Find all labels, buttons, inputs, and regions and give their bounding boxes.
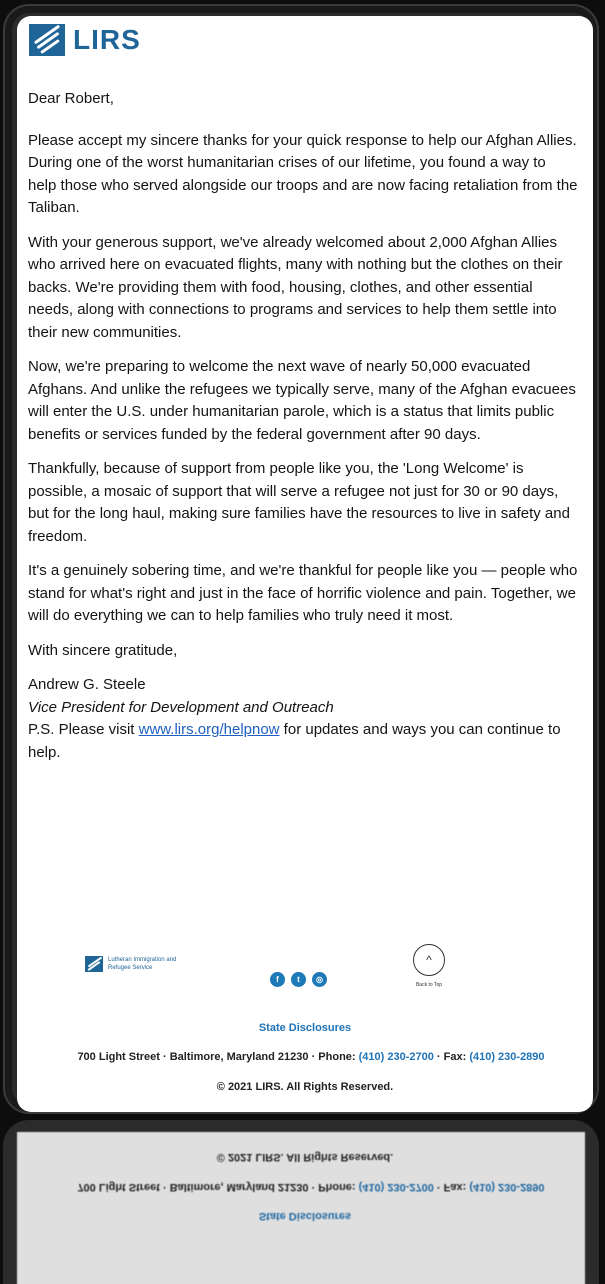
reflected-copyright: © 2021 LIRS. All Rights Reserved.: [216, 1151, 394, 1163]
back-to-top-label: Back to Top: [415, 982, 443, 988]
footer-org-name: Lutheran Immigration and Refugee Service: [108, 957, 177, 971]
fax-number: (410) 230-2890: [469, 1051, 545, 1063]
greeting: Dear Robert,: [28, 90, 114, 107]
lirs-logo-icon: [29, 24, 65, 56]
header-logo[interactable]: [29, 24, 141, 56]
signer-title: Vice President for Development and Outreach: [28, 698, 334, 716]
paragraph: It's a genuinely sobering time, and we're thankful for people like you — people who stand for what's right and just in the face of horrific violence and pain. Together, we will do everything we can to help families who truly need it most.: [28, 562, 578, 624]
closing: With sincere gratitude,: [28, 641, 178, 659]
reflected-footer: [17, 1132, 585, 1284]
paragraph: Thankfully, because of support from people like you, the 'Long Welcome' is possible, a mosaic of support that will serve a refugee not just for 30 or 90 days, but for the long haul, making sure families have the resources to live in safety and freedom.: [28, 460, 570, 545]
instagram-icon[interactable]: ◎: [312, 972, 327, 987]
device-frame: [3, 4, 599, 1114]
social-links: [270, 972, 327, 987]
footer-address: 700 Light Street · Baltimore, Maryland 21230 · Phone: (410) 230-2700 · Fax: (410) 230-2890: [77, 1051, 545, 1063]
twitter-icon[interactable]: t: [291, 972, 306, 987]
helpnow-link[interactable]: www.lirs.org/helpnow: [138, 721, 280, 738]
copyright: © 2021 LIRS. All Rights Reserved.: [216, 1081, 394, 1093]
phone-link[interactable]: (410) 230-2700: [358, 1051, 434, 1063]
footer-logo[interactable]: [85, 956, 196, 972]
signature-block: [28, 674, 578, 764]
brand-name: LIRS: [73, 24, 141, 55]
chevron-up-icon: ^: [413, 944, 445, 976]
signer-name: Andrew G. Steele: [28, 676, 146, 693]
paragraph: Now, we're preparing to welcome the next wave of nearly 50,000 evacuated Afghans. And unlike the refugees we typically serve, many of the Afghan evacuees will enter the U.S. under humanitarian parole, which is a status that limits public benefits or services funded by the federal government after 90 days.: [28, 358, 576, 443]
postscript: P.S. Please visit www.lirs.org/helpnow for updates and ways you can continue to help.: [28, 721, 561, 761]
reflected-disclosures: State Disclosures: [258, 1210, 352, 1222]
facebook-icon[interactable]: f: [270, 972, 285, 987]
email-footer: [17, 936, 593, 1112]
email-screen: [17, 16, 593, 1112]
paragraph: Please accept my sincere thanks for your quick response to help our Afghan Allies. During one of the worst humanitarian crises of our lifetime, you found a way to help those who served alongside our troops and are now facing retaliation from the Taliban.: [28, 131, 578, 216]
back-to-top-button[interactable]: [411, 944, 447, 988]
lirs-logo-icon: [85, 956, 103, 972]
device-reflection: [3, 1120, 599, 1284]
letter-body: [28, 88, 578, 764]
reflected-address: 700 Light Street · Baltimore, Maryland 21230 · Phone: (410) 230-2700 · Fax: (410) 230-2890: [77, 1181, 545, 1193]
state-disclosures-link[interactable]: State Disclosures: [258, 1022, 352, 1034]
paragraph: With your generous support, we've already welcomed about 2,000 Afghan Allies who arrived here on evacuated flights, many with nothing but the clothes on their backs. We're providing them with food, housing, clothes, and other essential needs, along with connections to programs and services to help them settle into their new communities.: [28, 233, 563, 341]
